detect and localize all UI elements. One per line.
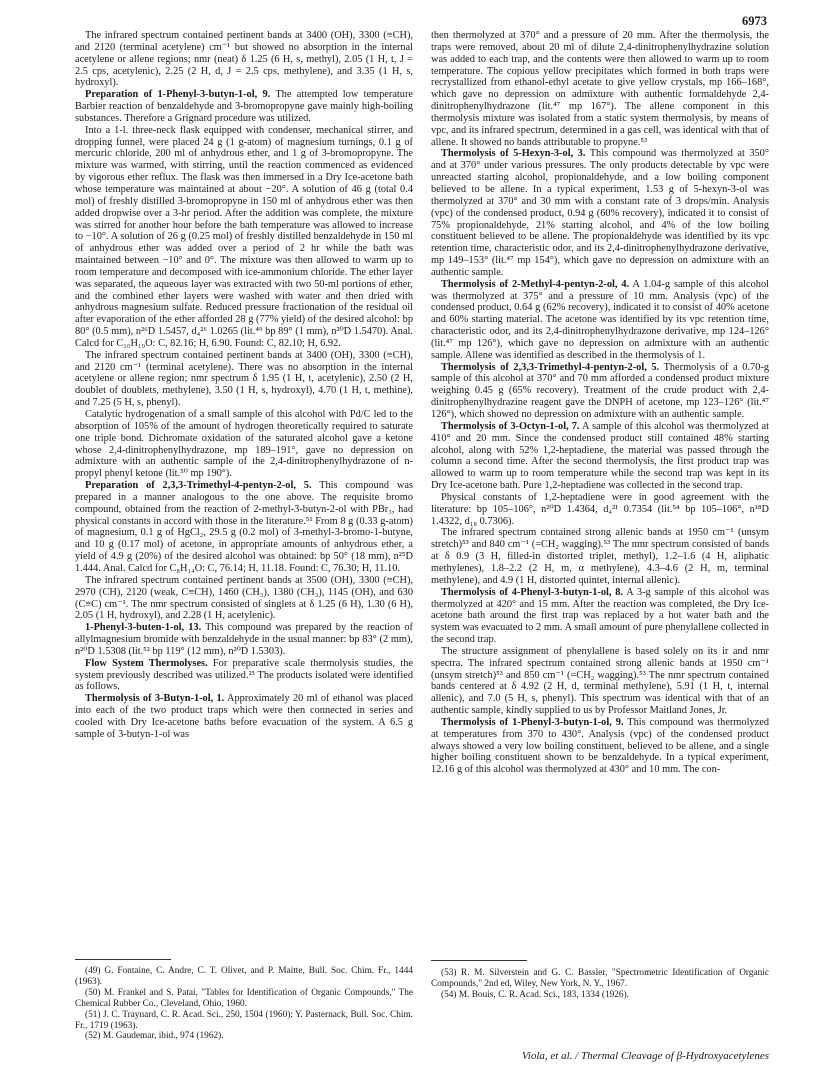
section-heading: Thermolysis of 3-Octyn-1-ol, 7.	[441, 420, 580, 432]
paragraph-text: This compound was thermolyzed at 350° and at 370° under various pressures. The only products detectable by vpc were unreacted starting alcohol, propionaldehyde, and a low boiling component believed to be allene. In a typical experiment, 1.53 g of 5-hexyn-3-ol was thermolyzed at 370° and 30 mm with a constant rate of 3 drops/min. Analysis (vpc) of the condensed product, 0.94 g (60% recovery), indicated it to consist of 75% propionaldehyde, 21% starting alcohol, and 4% of the low boiling constituent believed to be allene. The propionaldehyde was identified by its vpc retention time, characteristic odor, and its 2,4-dinitrophenylhydrazone derivative, mp 149–153° (lit.⁴⁷ mp 154°), which gave no depression on admixture with an authentic sample.	[431, 148, 769, 278]
paragraph	[75, 30, 413, 89]
paragraph	[431, 492, 769, 528]
running-footer: Viola, et al. / Thermal Cleavage of β-Hydroxyacetylenes	[521, 1050, 769, 1062]
paragraph	[75, 658, 413, 694]
section-heading: Thermolysis of 2,3,3-Trimethyl-4-pentyn-2-ol, 5.	[441, 361, 660, 373]
paragraph-text: A sample of this alcohol was thermolyzed at 410° and 20 mm. Since the condensed product still contained 48% starting alcohol, along with 52% 1,2-heptadiene, the material was passed through the column a second time. After the second thermolysis, the first product trap was allowed to warm up to room temperature while the second trap was kept in its Dry Ice-acetone bath. Pure 1,2-heptadiene was collected in the second trap.	[431, 420, 769, 492]
paragraph-text: This compound was prepared by the reaction of allylmagnesium bromide with benzaldehyde in the usual manner: bp 83° (2 mm), n²⁰D 1.5308 (lit.⁵² bp 119° (12 mm), n²⁰D 1.5303).	[75, 622, 413, 657]
paragraph-text: Thermolysis of a 0.70-g sample of this alcohol at 370° and 70 mm afforded a condensed product mixture weighing 0.45 g (65% recovery). Treatment of the crude product with 2,4-dinitrophenylhydrazine reagent gave the DNPH of acetone, mp 123–126° (lit.⁴⁷ 126°), which showed no depression on admixture with an authentic sample.	[431, 361, 769, 420]
right-column	[431, 30, 769, 776]
paragraph	[431, 279, 769, 362]
footnote-rule-right	[431, 960, 527, 961]
paragraph-text: The attempted low temperature Barbier reaction of benzaldehyde and 3-bromopropyne gave mainly high-boiling substances. Therefore a Grignard procedure was utilized.	[75, 89, 413, 124]
paragraph	[75, 89, 413, 125]
paragraph	[431, 646, 769, 717]
paragraph-text: This compound was thermolyzed at temperatures from 370 to 430°. Analysis (vpc) of the condensed product always showed a very low boiling constituent, believed to be allene, and a single higher boiling constituent shown to be benzaldehyde. In a typical experiment, 12.16 g of this alcohol was thermolyzed at 430° and 10 mm. The con-	[431, 716, 769, 776]
paragraph	[431, 527, 769, 586]
section-heading: Thermolysis of 4-Phenyl-3-butyn-1-ol, 8.	[441, 586, 624, 598]
section-heading: Thermolysis of 3-Butyn-1-ol, 1.	[85, 693, 225, 705]
paragraph	[75, 125, 413, 350]
footnote: (52) M. Gaudemar, ibid., 974 (1962).	[85, 1031, 224, 1042]
section-heading: Preparation of 1-Phenyl-3-butyn-1-ol, 9.	[85, 89, 271, 101]
paragraph	[431, 362, 769, 421]
paragraph	[75, 622, 413, 658]
footnote: (50) M. Frankel and S. Patai, "Tables for Identification of Organic Compounds," The Chemical Rubber Co., Cleveland, Ohio, 1960.	[75, 987, 413, 1009]
footnote: (53) R. M. Silverstein and G. C. Bassler, "Spectrometric Identification of Organic Compounds," 2nd ed, Wiley, New York, N. Y., 1967.	[431, 968, 769, 989]
paragraph-text: A 3-g sample of this alcohol was thermolyzed at 420° and 15 mm. After the reaction was completed, the Dry Ice-acetone bath around the first trap was replaced by a hot water bath and the system was evacuated to 2 mm. A small amount of pure phenylallene collected in the second trap.	[431, 586, 769, 646]
section-heading: Thermolysis of 5-Hexyn-3-ol, 3.	[441, 148, 586, 160]
paragraph-text: A 1.04-g sample of this alcohol was thermolyzed at 375° and a pressure of 10 mm. Analysis (vpc) of the condensed product, 0.64 g (62% recovery), indicated it to consist of 40% acetone and 60% starting material. The acetone was identified by its vpc retention time, characteristic odor, and its 2,4-dinitrophenylhydrazone derivative, mp 124–126° (lit.⁴⁷ mp 126°), which gave no depression on admixture with an authentic sample. Allene was identified as described in the thermolysis of 1.	[431, 278, 769, 361]
paragraph-text: Physical constants of 1,2-heptadiene were in good agreement with the literature: bp 105–106°, n²⁰D 1.4364, d₄²¹ 0.7354 (lit.⁵⁴ bp 105–106°, n¹⁸D 1.4322, d₁₈ 0.7306).	[431, 491, 769, 527]
paragraph-text: The infrared spectrum contained strong allenic bands at 1950 cm⁻¹ (unsym stretch)⁵³ and 840 cm⁻¹ (=CH₂ wagging).⁵³ The nmr spectrum consisted of bands at δ 0.9 (3 H, filled-in distorted triplet, methyl), 1.2–1.6 (4 H, aliphatic methylenes), 1.8–2.2 (2 H, m, α methylene), 4.3–4.6 (2 H, m, terminal methylene), and 4.9 (1 H, distorted quintet, internal allenic).	[431, 527, 769, 586]
footnotes-left	[75, 966, 413, 1042]
paragraph	[75, 575, 413, 622]
paragraph	[431, 587, 769, 646]
paragraph-text: Into a 1-l. three-neck flask equipped with condenser, mechanical stirrer, and dropping funnel, were placed 24 g (1 g-atom) of magnesium turnings, 0.1 g of mercuric chloride, 200 ml of anhydrous ether, and 1 g of 3-bromopropyne. The mixture was warmed, with stirring, until the reaction commenced as evidenced by vigorous ether reflux. The flask was then immersed in a Dry Ice-acetone bath whose temperature was maintained at about −20°. A solution of 46 g (total 0.4 mol) of freshly distilled 3-bromopropyne in 150 ml of anhydrous ether was then added dropwise over a 3-hr period. After the addition was complete, the mixture was stirred for another hour before the bath temperature was allowed to increase to −10°. A solution of 26 g (0.25 mol) of freshly distilled benzaldehyde in 150 ml of anhydrous ether was added over a period of 2 hr while the bath was maintained between −10° and 0°. The mixture was then allowed to warm up to room temperature and decomposed with ice-ammonium chloride. The ether layer was separated, the aqueous layer was extracted with two 50-ml portions of ether, and the combined ether layers were washed with water and then dried with anhydrous magnesium sulfate. Reduced pressure fractionation of the residual oil after evaporation of the ether afforded 28 g (77% yield) of the desired alcohol: bp 80° (0.5 mm), n²⁶D 1.5457, d₄²⁶ 1.0265 (lit.⁴⁹ bp 89° (1 mm), n²⁰D 1.5470). Anal. Calcd for C₁₀H₁₀O: C, 82.16; H, 6.90. Found: C, 82.10; H, 6.92.	[75, 124, 413, 349]
paragraph-text: This compound was prepared in a manner analogous to the one above. The requisite bromo compound, obtained from the reaction of 2-methyl-3-butyn-2-ol with PBr₃, had physical constants in accord with those in the literature.⁵¹ From 8 g (0.33 g-atom) of magnesium, 0.1 g of HgCl₂, 29.5 g (0.2 mol) of 3-methyl-3-bromo-1-butyne, and 10 g (0.17 mol) of acetone, in appropriate amounts of anhydrous ether, a yield of 4.9 g (20%) of the desired alcohol was obtained: bp 50° (18 mm), n²⁵D 1.444. Anal. Calcd for C₈H₁₄O: C, 76.14; H, 11.18. Found: C, 76.30; H, 11.10.	[75, 480, 413, 574]
paragraph-text: Catalytic hydrogenation of a small sample of this alcohol with Pd/C led to the absorption of 105% of the amount of hydrogen theoretically required to saturate one triple bond. Dichromate oxidation of the saturated alcohol gave a ketone whose 2,4-dinitrophenylhydrazone, mp 189–191°, gave no depression on admixture with an authentic sample of the 2,4-dinitrophenylhydrazone of n-propyl phenyl ketone (lit.⁵⁰ mp 190°).	[75, 409, 413, 480]
paragraph	[431, 30, 769, 148]
footnote: (54) M. Bouis, C. R. Acad. Sci., 183, 1334 (1926).	[441, 989, 629, 1000]
section-heading: Thermolysis of 2-Methyl-4-pentyn-2-ol, 4.	[441, 278, 630, 290]
paragraph-text: The infrared spectrum contained pertinent bands at 3500 (OH), 3300 (≡CH), 2970 (CH), 2120 (weak, C≡CH), 1460 (CH₃), 1380 (CH₃), 1145 (OH), and 630 (C≡C) cm⁻¹. The nmr spectrum consisted of singlets at δ 1.25 (6 H), 1.30 (6 H), 2.05 (1 H, hydroxyl), and 2.28 (1 H, acetylenic).	[75, 574, 413, 622]
paragraph-text: For preparative scale thermolysis studies, the system previously described was utilized.²³ The products isolated were identified as follows.	[75, 657, 413, 693]
paragraph	[431, 148, 769, 278]
paragraph-text: then thermolyzed at 370° and a pressure of 20 mm. After the thermolysis, the traps were removed, about 20 ml of dilute 2,4-dinitrophenylhydrazine solution was added to each trap, and the contents were then allowed to warm up to room temperature. The copious yellow precipitates which formed in both traps were recrystallized from ethanol-ethyl acetate to give yellow crystals, mp 166–168°, which gave no depression on admixture with authentic formaldehyde 2,4-dinitrophenylhydrazone (lit.⁴⁷ mp 167°). The allene component in this thermolysis mixture was isolated from a static system thermolysis, by means of vpc, and its infrared spectrum, determined in a gas cell, was identical with that of allene. It showed no bands attributable to propyne.⁵³	[431, 30, 769, 148]
footnote-rule-left	[75, 959, 171, 960]
paragraph-text: The structure assignment of phenylallene is based solely on its ir and nmr spectra. The infrared spectrum contained strong allenic bands at 1950 cm⁻¹ (unsym stretch)⁵³ and 850 cm⁻¹ (=CH₂ wagging).⁵³ The nmr spectrum contained bands centered at δ 4.92 (2 H, d, terminal methylene), 5.91 (1 H, t, internal allenic), and 7.0 (5 H, s, phenyl). This spectrum was identical with that of an authentic sample, kindly supplied to us by Professor Maitland Jones, Jr.	[431, 645, 769, 717]
paragraph-text: The infrared spectrum contained pertinent bands at 3400 (OH), 3300 (≡CH), and 2120 cm⁻¹ (terminal acetylene). There was no absorption in the internal acetylene or allene region; nmr spectrum δ 1.95 (1 H, t, acetylenic), 2.50 (2 H, doublet of doublets, methylene), 3.50 (1 H, s, hydroxyl), 4.70 (1 H, t, methine), and 7.25 (5 H, s, phenyl).	[75, 349, 413, 409]
section-heading: Thermolysis of 1-Phenyl-3-butyn-1-ol, 9.	[441, 716, 624, 728]
paragraph	[75, 350, 413, 409]
paragraph-text: The infrared spectrum contained pertinent bands at 3400 (OH), 3300 (≡CH), and 2120 (terminal acetylene) cm⁻¹ but showed no absorption in the internal acetylene or allene regions; nmr (neat) δ 1.25 (6 H, s, methyl), 2.05 (1 H, t, J = 2.5 cps, acetylenic), 2.25 (2 H, d, J = 2.5 cps, methylene), and 3.35 (1 H, s, hydroxyl).	[75, 30, 413, 89]
section-heading: Flow System Thermolyses.	[85, 657, 208, 669]
paragraph	[431, 421, 769, 492]
section-heading: Preparation of 2,3,3-Trimethyl-4-pentyn-2-ol, 5.	[85, 480, 312, 492]
paragraph-text: Approximately 20 ml of ethanol was placed into each of the two product traps which were then connected in series and cooled with Dry Ice-acetone baths before evacuation of the system. A 6.5 g sample of 3-butyn-1-ol was	[75, 693, 413, 740]
footnote: (51) J. C. Traynard, C. R. Acad. Sci., 250, 1504 (1960); Y. Pasternack, Bull. Soc. Chim. Fr., 1719 (1963).	[75, 1009, 413, 1031]
footnotes-right	[431, 968, 769, 1001]
section-heading: 1-Phenyl-3-buten-1-ol, 13.	[85, 622, 202, 634]
paragraph	[75, 693, 413, 740]
paragraph	[431, 717, 769, 776]
paragraph	[75, 409, 413, 480]
left-column	[75, 30, 413, 741]
paragraph	[75, 480, 413, 575]
footnote: (49) G. Fontaine, C. Andre, C. T. Olivet, and P. Maitte, Bull. Soc. Chim. Fr., 1444 (1963).	[75, 966, 413, 987]
page-number: 6973	[742, 14, 767, 28]
